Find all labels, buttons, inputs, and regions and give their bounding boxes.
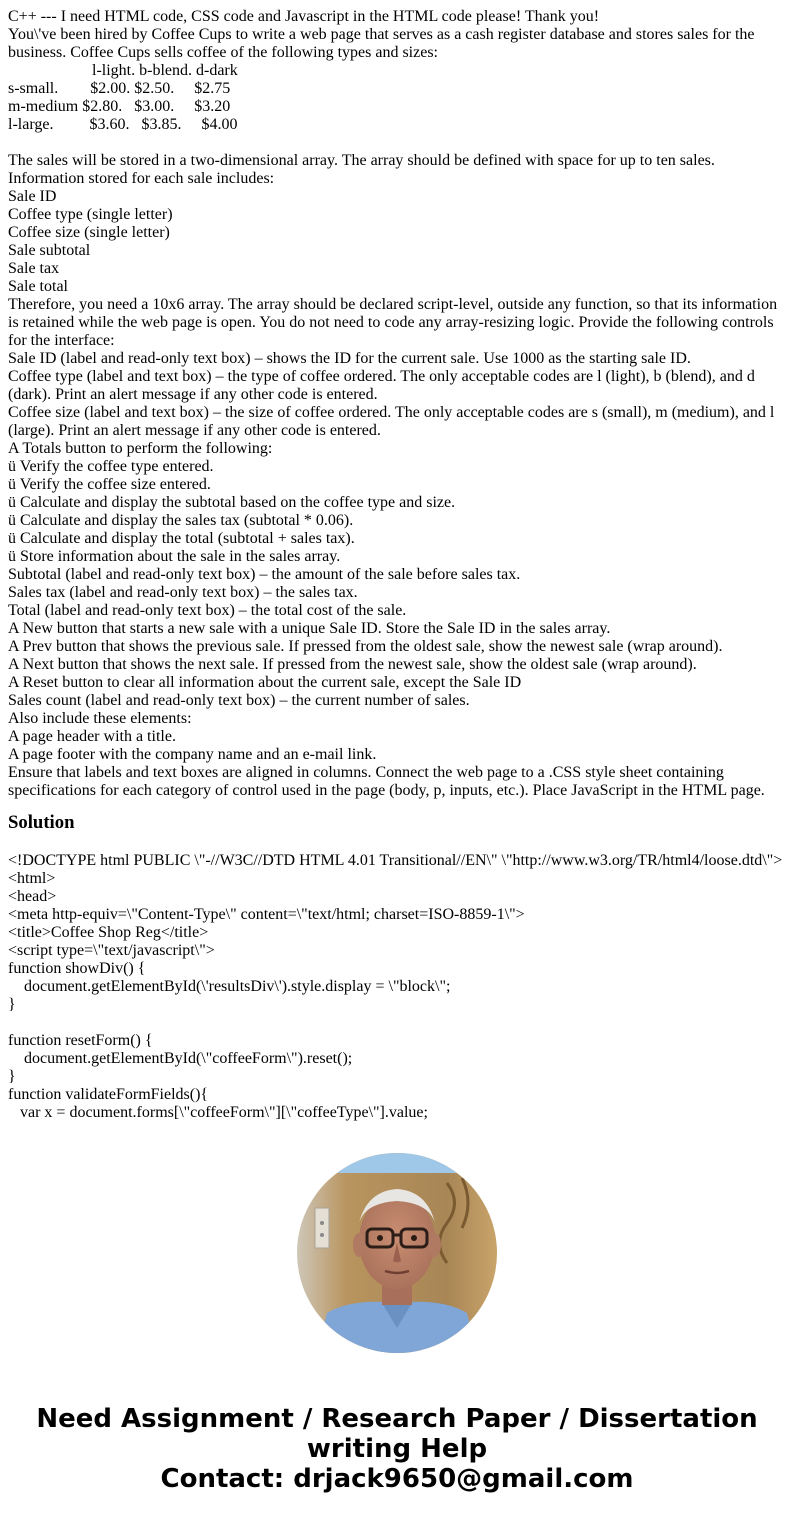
requirement-line: Sale tax [8, 260, 60, 277]
requirement-line: The sales will be stored in a two-dimensional array. The array should be defined with space for up to ten sales. Information stored for each sale includes: [8, 152, 719, 187]
requirements-list [8, 152, 788, 800]
banner-line: Need Assignment / Research Paper / Dissertation [36, 1404, 758, 1434]
requirement-line: ü Calculate and display the total (subtotal + sales tax). [8, 530, 355, 547]
tutor-avatar [297, 1153, 497, 1353]
requirement-line: Subtotal (label and read-only text box) – the amount of the sale before sales tax. [8, 566, 521, 583]
price-row-large: l-large. $3.60. $3.85. $4.00 [8, 116, 238, 133]
requirement-line: A Next button that shows the next sale. If pressed from the newest sale, show the oldest sale (wrap around). [8, 656, 697, 673]
requirement-line: Sales tax (label and read-only text box) – the sales tax. [8, 584, 358, 601]
solution-heading: Solution [8, 812, 75, 833]
requirement-line: A Totals button to perform the following: [8, 440, 273, 457]
code-line: function resetForm() { [8, 1032, 153, 1049]
code-line: <meta http-equiv=\"Content-Type\" content=\"text/html; charset=ISO-8859-1\"> [8, 906, 525, 923]
requirement-line: Total (label and read-only text box) – the total cost of the sale. [8, 602, 407, 619]
requirement-line: ü Calculate and display the subtotal based on the coffee type and size. [8, 494, 456, 511]
requirement-line: Sales count (label and read-only text box) – the current number of sales. [8, 692, 470, 709]
paragraph-gap [8, 134, 788, 152]
code-line: <head> [8, 888, 57, 905]
requirement-line: Coffee type (single letter) [8, 206, 173, 223]
question-title: C++ --- I need HTML code, CSS code and Javascript in the HTML code please! Thank you! [8, 8, 600, 25]
code-line: document.getElementById(\'resultsDiv\').style.display = \"block\"; [8, 978, 451, 995]
contact-banner [0, 1404, 794, 1494]
code-line [8, 1014, 788, 1032]
banner-contact-email[interactable]: Contact: drjack9650@gmail.com [160, 1464, 634, 1494]
requirement-line: Therefore, you need a 10x6 array. The array should be declared script-level, outside any function, so that its information is retained while the web page is open. You do not need to code any array-resizing logic. Provide the following controls for the interface: [8, 296, 782, 349]
requirement-line: A page footer with the company name and an e-mail link. [8, 746, 377, 763]
code-line: document.getElementById(\"coffeeForm\").reset(); [8, 1050, 353, 1067]
requirement-line: Ensure that labels and text boxes are aligned in columns. Connect the web page to a .CSS style sheet containing specifications for each category of control used in the page (body, p, inputs, etc.). Place JavaScript in the HTML page. [8, 764, 765, 799]
code-line: <script type=\"text/javascript\"> [8, 942, 215, 959]
question-intro: You\'ve been hired by Coffee Cups to write a web page that serves as a cash register database and stores sales for the business. Coffee Cups sells coffee of the following types and sizes: [8, 26, 759, 61]
price-table-header: l-light. b-blend. d-dark [8, 62, 238, 79]
section-gap [8, 800, 788, 812]
requirement-line: Sale total [8, 278, 68, 295]
requirement-line: Coffee type (label and text box) – the type of coffee ordered. The only acceptable codes are l (light), b (blend), and d (dark). Print an alert message if any other code is entered. [8, 368, 759, 403]
code-line: function showDiv() { [8, 960, 146, 977]
price-row-small: s-small. $2.00. $2.50. $2.75 [8, 80, 231, 97]
question-section [8, 8, 788, 800]
requirement-line: A page header with a title. [8, 728, 176, 745]
code-line: } [8, 996, 16, 1013]
requirement-line: A Prev button that shows the previous sale. If pressed from the oldest sale, show the newest sale (wrap around). [8, 638, 723, 655]
tutor-portrait-image [297, 1153, 497, 1353]
requirement-line: Sale ID [8, 188, 57, 205]
requirement-line: ü Verify the coffee type entered. [8, 458, 214, 475]
requirement-line: Coffee size (single letter) [8, 224, 170, 241]
code-line: <html> [8, 870, 56, 887]
requirement-line: Also include these elements: [8, 710, 192, 727]
requirement-line: A Reset button to clear all information about the current sale, except the Sale ID [8, 674, 522, 691]
price-table [8, 62, 788, 134]
section-gap [8, 834, 788, 852]
requirement-line: ü Store information about the sale in the sales array. [8, 548, 341, 565]
code-line: function validateFormFields(){ [8, 1086, 209, 1103]
requirement-line: ü Calculate and display the sales tax (subtotal * 0.06). [8, 512, 354, 529]
code-line: var x = document.forms[\"coffeeForm\"][\"coffeeType\"].value; [8, 1104, 428, 1121]
requirement-line: Sale subtotal [8, 242, 91, 259]
code-line: <title>Coffee Shop Reg</title> [8, 924, 209, 941]
price-row-medium: m-medium $2.80. $3.00. $3.20 [8, 98, 231, 115]
document-content [8, 8, 788, 1122]
requirement-line: A New button that starts a new sale with a unique Sale ID. Store the Sale ID in the sales array. [8, 620, 611, 637]
requirement-line: Sale ID (label and read-only text box) – shows the ID for the current sale. Use 1000 as the starting sale ID. [8, 350, 691, 367]
requirement-line: Coffee size (label and text box) – the size of coffee ordered. The only acceptable codes are s (small), m (medium), and l (large). Print an alert message if any other code is entered. [8, 404, 779, 439]
requirement-line: ü Verify the coffee size entered. [8, 476, 211, 493]
code-line: } [8, 1068, 16, 1085]
code-line: <!DOCTYPE html PUBLIC \"-//W3C//DTD HTML 4.01 Transitional//EN\" \"http://www.w3.org/TR/html4/loose.dtd\"> [8, 852, 783, 869]
banner-line: writing Help [306, 1434, 488, 1464]
solution-code [8, 852, 788, 1122]
